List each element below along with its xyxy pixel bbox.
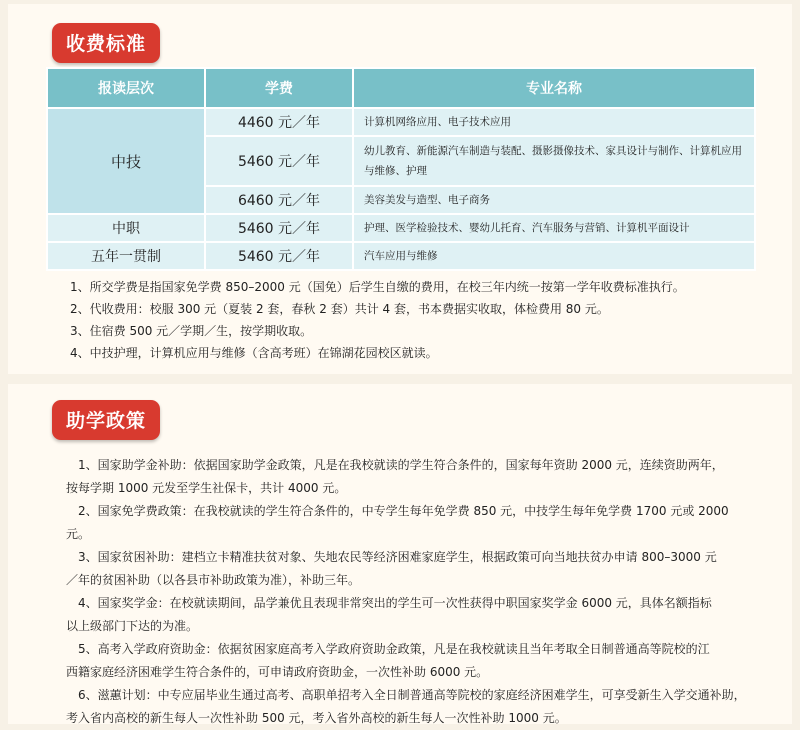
fees-panel — [8, 4, 792, 374]
level-cell-five-year: 五年一贯制 — [47, 242, 205, 270]
level-cell-zhongji: 中技 — [47, 108, 205, 214]
fee-cell: 5460 元／年 — [205, 214, 353, 242]
majors-cell: 护理、医学检验技术、婴幼儿托育、汽车服务与营销、计算机平面设计 — [353, 214, 755, 242]
majors-cell: 汽车应用与维修 — [353, 242, 755, 270]
aid-policy-line: 西籍家庭经济困难学生符合条件的，可申请政府资助金，一次性补助 6000 元。 — [66, 665, 489, 679]
header-fee: 学费 — [205, 68, 353, 108]
majors-cell: 幼儿教育、新能源汽车制造与装配、摄影摄像技术、家具设计与制作、计算机应用与维修、护理 — [353, 136, 755, 186]
fee-cell: 5460 元／年 — [205, 242, 353, 270]
fees-table — [46, 67, 756, 271]
aid-panel — [8, 384, 792, 724]
aid-policy-line: ／年的贫困补助（以各县市补助政策为准），补助三年。 — [66, 573, 361, 587]
aid-policy-line: 6、滋蕙计划：中专应届毕业生通过高考、高职单招考入全日制普通高等院校的家庭经济困难学生，可享受新生入学交通补助， — [78, 688, 746, 702]
fee-cell: 6460 元／年 — [205, 186, 353, 214]
fees-table-header-row — [47, 68, 755, 108]
aid-policy-list — [66, 454, 756, 730]
aid-policy-line: 4、国家奖学金：在校就读期间，品学兼优且表现非常突出的学生可一次性获得中职国家奖学金 6000 元，具体名额指标 — [78, 596, 712, 610]
header-majors: 专业名称 — [353, 68, 755, 108]
fee-cell: 5460 元／年 — [205, 136, 353, 186]
aid-section-title: 助学政策 — [52, 400, 160, 440]
majors-cell: 计算机网络应用、电子技术应用 — [353, 108, 755, 136]
aid-policy-line: 考入省内高校的新生每人一次性补助 500 元，考入省外高校的新生每人一次性补助 1000 元。 — [66, 711, 567, 725]
table-row — [47, 108, 755, 136]
fee-note: 4、中技护理，计算机应用与维修（含高考班）在锦湖花园校区就读。 — [70, 346, 438, 360]
fee-cell: 4460 元／年 — [205, 108, 353, 136]
fee-note: 2、代收费用：校服 300 元（夏装 2 套，春秋 2 套）共计 4 套，书本费据实收取，体检费用 80 元。 — [70, 302, 609, 316]
fees-section-title: 收费标准 — [52, 23, 160, 63]
aid-policy-line: 2、国家免学费政策：在我校就读的学生符合条件的，中专学生每年免学费 850 元，中技学生每年免学费 1700 元或 2000 元。 — [66, 504, 729, 541]
aid-policy-line: 按每学期 1000 元发至学生社保卡，共计 4000 元。 — [66, 481, 347, 495]
majors-cell: 美容美发与造型、电子商务 — [353, 186, 755, 214]
header-level: 报读层次 — [47, 68, 205, 108]
aid-policy-line: 3、国家贫困补助：建档立卡精准扶贫对象、失地农民等经济困难家庭学生，根据政策可向当地扶贫办申请 800–3000 元 — [78, 550, 717, 564]
table-row — [47, 242, 755, 270]
table-row — [47, 214, 755, 242]
fee-note: 3、住宿费 500 元／学期／生，按学期收取。 — [70, 324, 313, 338]
aid-policy-line: 1、国家助学金补助：依据国家助学金政策，凡是在我校就读的学生符合条件的，国家每年资助 2000 元，连续资助两年， — [78, 458, 724, 472]
aid-policy-line: 5、高考入学政府资助金：依据贫困家庭高考入学政府资助金政策，凡是在我校就读且当年考取全日制普通高等院校的江 — [78, 642, 710, 656]
level-cell-zhongzhi: 中职 — [47, 214, 205, 242]
fee-notes — [70, 276, 685, 364]
fee-note: 1、所交学费是指国家免学费 850–2000 元（国免）后学生自缴的费用，在校三年内统一按第一学年收费标准执行。 — [70, 280, 685, 294]
aid-policy-line: 以上级部门下达的为准。 — [66, 619, 199, 633]
